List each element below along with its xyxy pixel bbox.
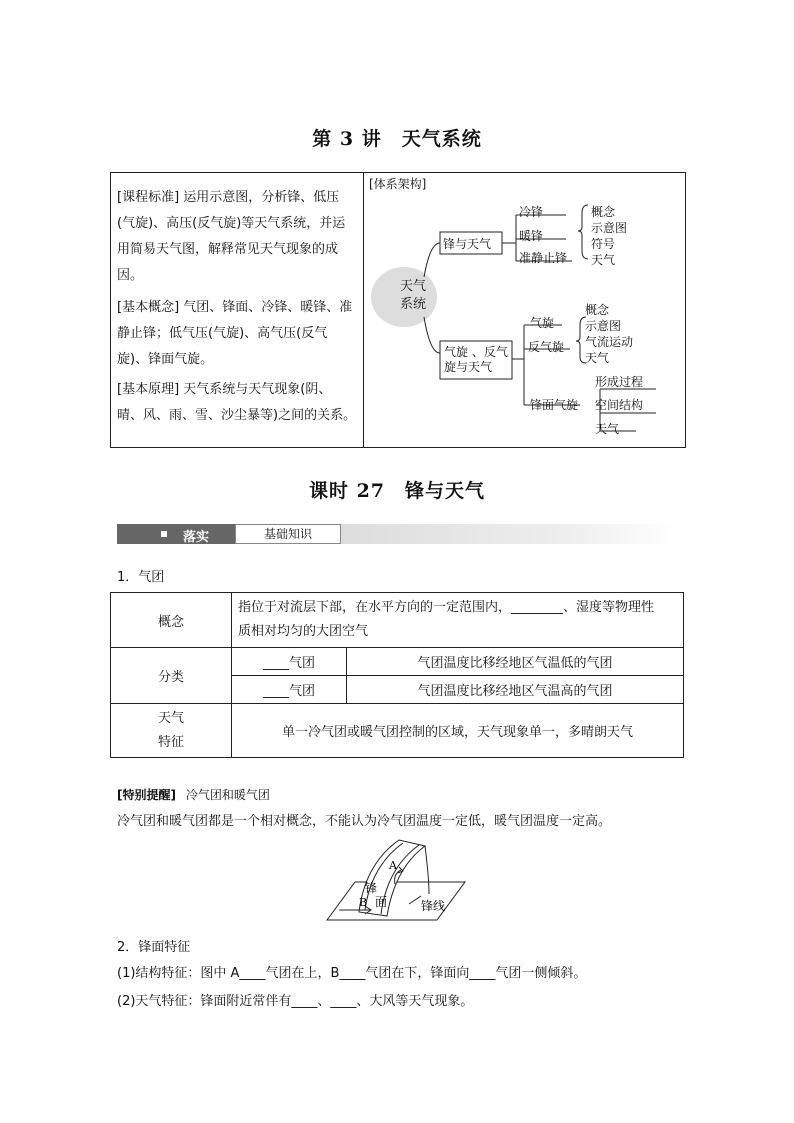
section2-line2: (2)天气特征：锋面附近常伴有____、____、大风等天气现象。: [117, 994, 474, 1009]
standard-text: 运用示意图，分析锋、低压(气旋)、高压(反气旋)等天气系统，并运用简易天气图，解释常见天气现象的成因。: [117, 190, 346, 283]
lecture-title: 第 3 讲 天气系统: [312, 128, 482, 150]
root-line1: 天气: [399, 279, 426, 294]
branch3-leaf: 空间结构: [595, 398, 644, 412]
label-front-1: 锋: [365, 881, 378, 895]
section2-line1: (1)结构特征：图中 A____气团在上，B____气团在下，锋面向____气团一侧倾斜。: [117, 966, 587, 981]
branch1-item-stationary: 准静止锋: [519, 251, 568, 265]
branch3-leaf: 形成过程: [595, 375, 644, 389]
weather-head: [111, 704, 232, 758]
branch1-leaf: 示意图: [591, 221, 628, 235]
branch2-leaf: 气流运动: [585, 335, 634, 349]
lesson-title: 课时 27 锋与天气: [308, 480, 486, 502]
branch3-leaf: 天气: [595, 422, 620, 436]
branch2-leaf: 概念: [585, 303, 610, 317]
airmass-table: [110, 592, 684, 758]
class-desc: 气团温度比移经地区气温高的气团: [347, 676, 684, 704]
tip-title: 冷气团和暖气团: [185, 788, 270, 802]
label-front-line: 锋线: [421, 899, 446, 913]
root-line2: 系统: [399, 297, 426, 312]
framework-label: [体系架构]: [369, 177, 427, 191]
branch2-item-cyclone: 气旋: [530, 316, 555, 330]
course-concept: [117, 295, 357, 373]
principle-text: 天气系统与天气现象(阴、晴、风、雨、雪、沙尘暴等)之间的关系。: [117, 382, 357, 423]
principle-tag: [基本原理]: [117, 382, 180, 397]
branch2-label: [444, 345, 508, 375]
course-principle: [117, 377, 357, 429]
concept-line2: 质相对均匀的大团空气: [238, 624, 369, 639]
class-name: ____气团: [232, 676, 347, 704]
standard-tag: [课程标准]: [117, 190, 180, 205]
branch2-label-line2: 旋与天气: [444, 360, 493, 374]
branch2-label-line1: 气旋 、反气: [444, 345, 508, 359]
tip-tag: [特别提醒]: [117, 788, 176, 802]
branch1-item-warm: 暖锋: [519, 229, 544, 243]
branch2-item-anticyclone: 反气旋: [528, 340, 565, 354]
branch2-leaf: 天气: [585, 351, 610, 365]
branch1-brace: [578, 205, 588, 259]
concept-line1: 指位于对流层下部，在水平方向的一定范围内，________、湿度等物理性: [238, 600, 655, 615]
branch1-label: 锋与天气: [443, 237, 492, 251]
section1-title: 1．气团: [117, 570, 165, 585]
branch1-leaf: 符号: [591, 237, 616, 251]
concept-cell: [232, 593, 684, 648]
label-b: B: [359, 896, 368, 909]
course-standard: [117, 185, 357, 289]
section-bar: [117, 524, 677, 544]
branch1-leaf: 概念: [591, 205, 616, 219]
tip-heading: [117, 786, 270, 803]
branch1-leaf: 天气: [591, 253, 616, 267]
concept-tag: [基本概念]: [117, 300, 180, 315]
branch2-split: [512, 325, 580, 405]
weather-cell: 单一冷气团或暖气团控制的区域，天气现象单一，多晴朗天气: [232, 704, 684, 758]
weather-head-line1: 天气: [157, 710, 184, 726]
branch2-item-frontal-cyclone: 锋面气旋: [530, 398, 579, 412]
concept-head: 概念: [111, 593, 232, 648]
branch2-curve: [424, 317, 440, 353]
branch1-item-cold: 冷锋: [519, 205, 544, 219]
section-tag-bg: [117, 524, 235, 544]
course-box: [110, 172, 686, 448]
branch2-leaf: 示意图: [585, 319, 622, 333]
section-label: 基础知识: [235, 524, 341, 544]
section2-title: 2．锋面特征: [117, 940, 191, 955]
square-bullet-icon: [161, 531, 167, 537]
concept-text: 气团、锋面、冷锋、暖锋、准静止锋；低气压(气旋)、高气压(反气旋)、锋面气旋。: [117, 300, 353, 367]
tip-text: 冷气团和暖气团都是一个相对概念，不能认为冷气团温度一定低，暖气团温度一定高。: [117, 814, 612, 829]
class-name: ____气团: [232, 648, 347, 676]
branch1-curve: [424, 243, 440, 277]
front-figure: [325, 834, 475, 924]
label-a: A: [389, 859, 397, 872]
section-tag: 落实: [183, 530, 210, 545]
class-desc: 气团温度比移经地区气温低的气团: [347, 648, 684, 676]
class-head: 分类: [111, 648, 232, 704]
weather-head-line2: 特征: [157, 734, 184, 750]
label-front-2: 面: [375, 895, 388, 909]
root-node: [388, 278, 438, 314]
